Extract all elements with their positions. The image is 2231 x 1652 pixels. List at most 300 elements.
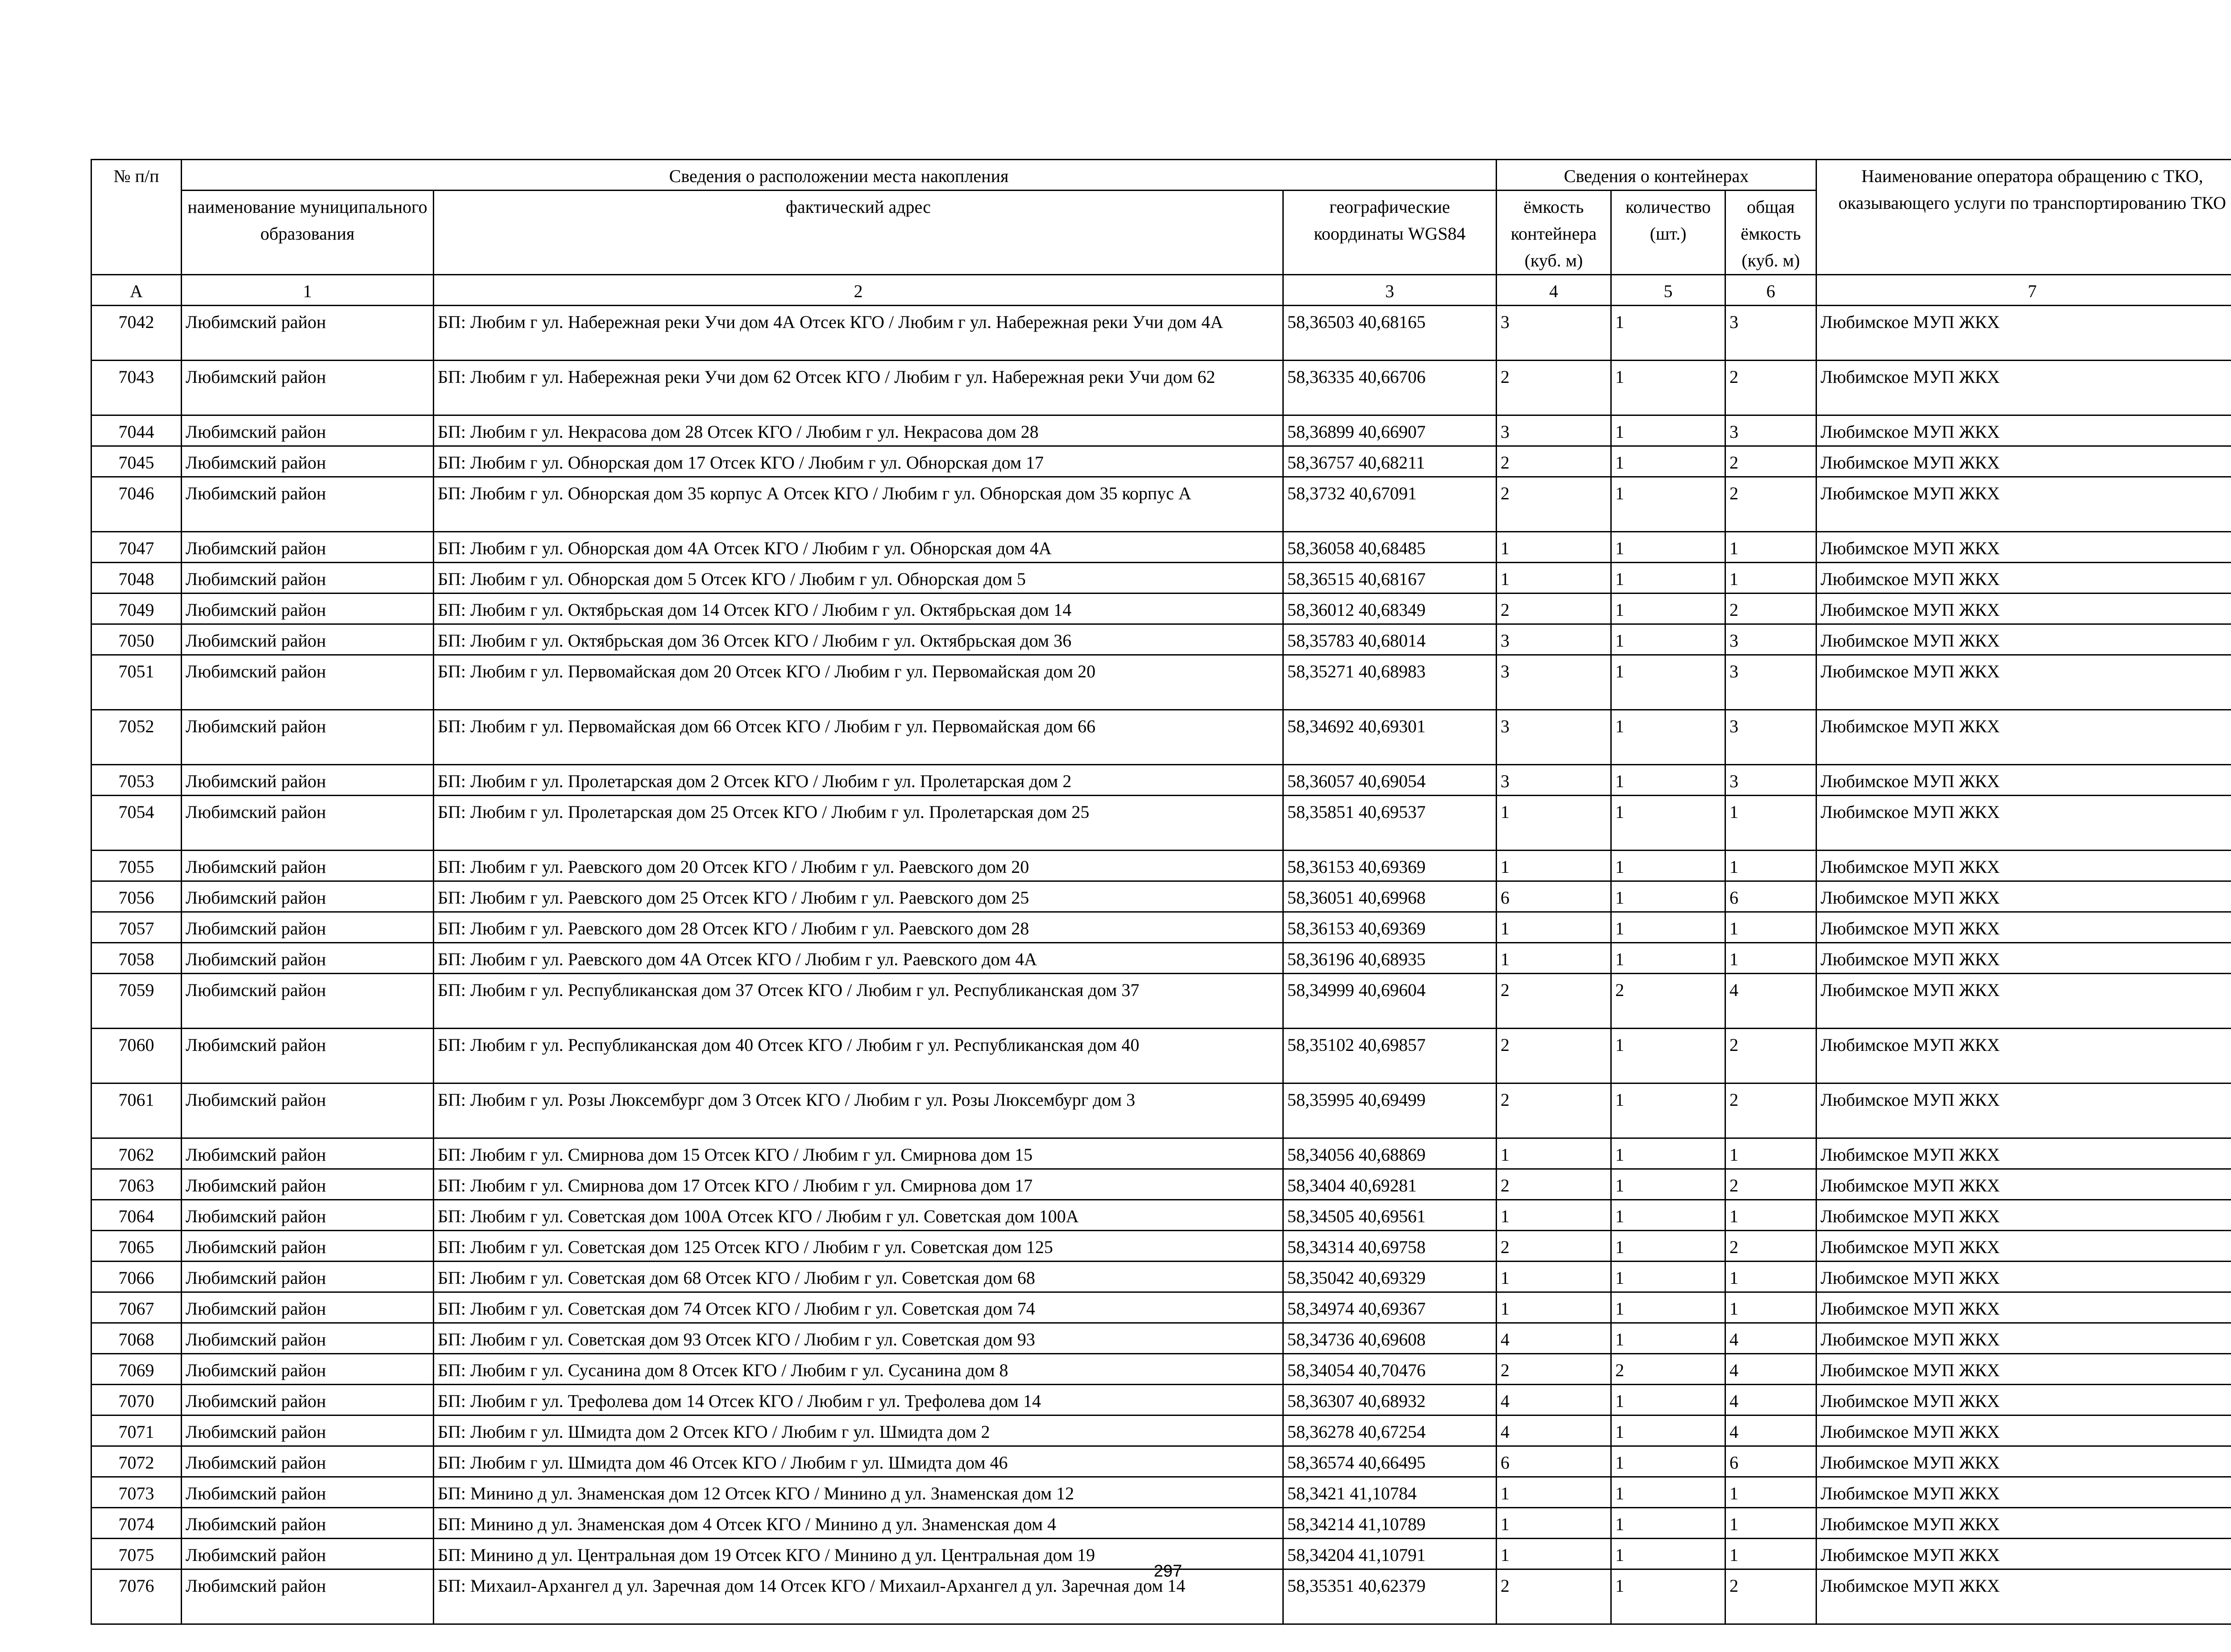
capacity-cell: 2 <box>1497 1029 1611 1083</box>
table-row <box>91 1385 2231 1415</box>
municipality-cell: Любимский район <box>182 1385 434 1415</box>
municipality-cell: Любимский район <box>182 1508 434 1539</box>
capacity-cell: 1 <box>1497 1508 1611 1539</box>
capacity-cell: 2 <box>1497 1231 1611 1262</box>
capacity-cell: 1 <box>1497 943 1611 974</box>
operator-cell: Любимское МУП ЖКХ <box>1816 594 2231 624</box>
coords-cell: 58,36307 40,68932 <box>1283 1385 1497 1415</box>
quantity-cell: 1 <box>1611 881 1725 912</box>
row-number-cell: 7052 <box>91 710 182 765</box>
total-capacity-cell: 1 <box>1725 532 1816 563</box>
address-cell: БП: Любим г ул. Октябрьская дом 36 Отсек КГО / Любим г ул. Октябрьская дом 36 <box>434 624 1283 655</box>
total-capacity-cell: 4 <box>1725 1354 1816 1385</box>
municipality-cell: Любимский район <box>182 624 434 655</box>
operator-cell: Любимское МУП ЖКХ <box>1816 1083 2231 1138</box>
quantity-cell: 1 <box>1611 624 1725 655</box>
coords-cell: 58,36057 40,69054 <box>1283 765 1497 796</box>
capacity-cell: 3 <box>1497 624 1611 655</box>
operator-cell: Любимское МУП ЖКХ <box>1816 851 2231 881</box>
row-number-cell: 7076 <box>91 1569 182 1624</box>
address-cell: БП: Любим г ул. Республиканская дом 40 Отсек КГО / Любим г ул. Республиканская дом 40 <box>434 1029 1283 1083</box>
municipality-cell: Любимский район <box>182 1262 434 1292</box>
table-row <box>91 1508 2231 1539</box>
quantity-cell: 1 <box>1611 796 1725 851</box>
table-row <box>91 1415 2231 1446</box>
address-cell: БП: Любим г ул. Обнорская дом 17 Отсек КГО / Любим г ул. Обнорская дом 17 <box>434 446 1283 477</box>
address-cell: БП: Любим г ул. Сусанина дом 8 Отсек КГО / Любим г ул. Сусанина дом 8 <box>434 1354 1283 1385</box>
total-capacity-cell: 2 <box>1725 1083 1816 1138</box>
coords-cell: 58,3421 41,10784 <box>1283 1477 1497 1508</box>
header-coords: географические координаты WGS84 <box>1283 191 1497 275</box>
row-number-cell: 7056 <box>91 881 182 912</box>
coords-cell: 58,34974 40,69367 <box>1283 1292 1497 1323</box>
total-capacity-cell: 1 <box>1725 1539 1816 1569</box>
table-row <box>91 912 2231 943</box>
capacity-cell: 1 <box>1497 1200 1611 1231</box>
quantity-cell: 1 <box>1611 655 1725 710</box>
operator-cell: Любимское МУП ЖКХ <box>1816 1200 2231 1231</box>
row-number-cell: 7058 <box>91 943 182 974</box>
table-row <box>91 1169 2231 1200</box>
address-cell: БП: Любим г ул. Раевского дом 28 Отсек КГО / Любим г ул. Раевского дом 28 <box>434 912 1283 943</box>
address-cell: БП: Минино д ул. Центральная дом 19 Отсек КГО / Минино д ул. Центральная дом 19 <box>434 1539 1283 1569</box>
quantity-cell: 2 <box>1611 974 1725 1029</box>
coords-cell: 58,35271 40,68983 <box>1283 655 1497 710</box>
operator-cell: Любимское МУП ЖКХ <box>1816 1446 2231 1477</box>
municipality-cell: Любимский район <box>182 1029 434 1083</box>
address-cell: БП: Любим г ул. Пролетарская дом 25 Отсек КГО / Любим г ул. Пролетарская дом 25 <box>434 796 1283 851</box>
operator-cell: Любимское МУП ЖКХ <box>1816 1385 2231 1415</box>
capacity-cell: 2 <box>1497 594 1611 624</box>
capacity-cell: 1 <box>1497 1539 1611 1569</box>
address-cell: БП: Любим г ул. Шмидта дом 46 Отсек КГО / Любим г ул. Шмидта дом 46 <box>434 1446 1283 1477</box>
table-row <box>91 943 2231 974</box>
capacity-cell: 6 <box>1497 881 1611 912</box>
operator-cell: Любимское МУП ЖКХ <box>1816 532 2231 563</box>
municipality-cell: Любимский район <box>182 912 434 943</box>
total-capacity-cell: 1 <box>1725 563 1816 594</box>
total-capacity-cell: 1 <box>1725 1262 1816 1292</box>
capacity-cell: 3 <box>1497 306 1611 361</box>
capacity-cell: 2 <box>1497 1083 1611 1138</box>
coords-cell: 58,3732 40,67091 <box>1283 477 1497 532</box>
table-row <box>91 1262 2231 1292</box>
quantity-cell: 1 <box>1611 594 1725 624</box>
row-number-cell: 7055 <box>91 851 182 881</box>
registry-table <box>91 159 2231 1625</box>
municipality-cell: Любимский район <box>182 851 434 881</box>
coords-cell: 58,36012 40,68349 <box>1283 594 1497 624</box>
address-cell: БП: Любим г ул. Советская дом 74 Отсек КГО / Любим г ул. Советская дом 74 <box>434 1292 1283 1323</box>
operator-cell: Любимское МУП ЖКХ <box>1816 881 2231 912</box>
quantity-cell: 1 <box>1611 1477 1725 1508</box>
address-cell: БП: Минино д ул. Знаменская дом 4 Отсек КГО / Минино д ул. Знаменская дом 4 <box>434 1508 1283 1539</box>
operator-cell: Любимское МУП ЖКХ <box>1816 765 2231 796</box>
municipality-cell: Любимский район <box>182 563 434 594</box>
row-number-cell: 7053 <box>91 765 182 796</box>
row-number-cell: 7071 <box>91 1415 182 1446</box>
capacity-cell: 6 <box>1497 1446 1611 1477</box>
address-cell: БП: Любим г ул. Трефолева дом 14 Отсек КГО / Любим г ул. Трефолева дом 14 <box>434 1385 1283 1415</box>
capacity-cell: 1 <box>1497 912 1611 943</box>
address-cell: БП: Любим г ул. Смирнова дом 17 Отсек КГО / Любим г ул. Смирнова дом 17 <box>434 1169 1283 1200</box>
quantity-cell: 1 <box>1611 477 1725 532</box>
address-cell: БП: Любим г ул. Республиканская дом 37 Отсек КГО / Любим г ул. Республиканская дом 37 <box>434 974 1283 1029</box>
row-number-cell: 7062 <box>91 1138 182 1169</box>
coords-cell: 58,36335 40,66706 <box>1283 361 1497 415</box>
coords-cell: 58,35995 40,69499 <box>1283 1083 1497 1138</box>
address-cell: БП: Любим г ул. Розы Люксембург дом 3 Отсек КГО / Любим г ул. Розы Люксембург дом 3 <box>434 1083 1283 1138</box>
coords-cell: 58,34056 40,68869 <box>1283 1138 1497 1169</box>
total-capacity-cell: 1 <box>1725 1477 1816 1508</box>
quantity-cell: 1 <box>1611 1262 1725 1292</box>
total-capacity-cell: 3 <box>1725 415 1816 446</box>
page-number: 297 <box>1153 1562 1182 1581</box>
total-capacity-cell: 2 <box>1725 594 1816 624</box>
total-capacity-cell: 3 <box>1725 765 1816 796</box>
address-cell: БП: Любим г ул. Набережная реки Учи дом 4А Отсек КГО / Любим г ул. Набережная реки Учи дом 4А <box>434 306 1283 361</box>
quantity-cell: 1 <box>1611 1569 1725 1624</box>
capacity-cell: 2 <box>1497 1169 1611 1200</box>
operator-cell: Любимское МУП ЖКХ <box>1816 361 2231 415</box>
quantity-cell: 1 <box>1611 446 1725 477</box>
operator-cell: Любимское МУП ЖКХ <box>1816 477 2231 532</box>
table-row <box>91 563 2231 594</box>
address-cell: БП: Любим г ул. Шмидта дом 2 Отсек КГО / Любим г ул. Шмидта дом 2 <box>434 1415 1283 1446</box>
coords-cell: 58,36153 40,69369 <box>1283 912 1497 943</box>
row-number-cell: 7063 <box>91 1169 182 1200</box>
row-number-cell: 7074 <box>91 1508 182 1539</box>
quantity-cell: 1 <box>1611 1083 1725 1138</box>
address-cell: БП: Любим г ул. Раевского дом 20 Отсек КГО / Любим г ул. Раевского дом 20 <box>434 851 1283 881</box>
address-cell: БП: Любим г ул. Раевского дом 4А Отсек КГО / Любим г ул. Раевского дом 4А <box>434 943 1283 974</box>
table-row <box>91 1138 2231 1169</box>
total-capacity-cell: 6 <box>1725 1446 1816 1477</box>
table-row <box>91 306 2231 361</box>
coords-cell: 58,36574 40,66495 <box>1283 1446 1497 1477</box>
coords-cell: 58,34054 40,70476 <box>1283 1354 1497 1385</box>
table-row <box>91 1029 2231 1083</box>
row-number-cell: 7075 <box>91 1539 182 1569</box>
row-number-cell: 7066 <box>91 1262 182 1292</box>
coords-cell: 58,36899 40,66907 <box>1283 415 1497 446</box>
coords-cell: 58,35042 40,69329 <box>1283 1262 1497 1292</box>
total-capacity-cell: 4 <box>1725 1323 1816 1354</box>
quantity-cell: 1 <box>1611 943 1725 974</box>
capacity-cell: 2 <box>1497 1569 1611 1624</box>
total-capacity-cell: 1 <box>1725 1292 1816 1323</box>
row-number-cell: 7046 <box>91 477 182 532</box>
address-cell: БП: Любим г ул. Советская дом 100А Отсек КГО / Любим г ул. Советская дом 100А <box>434 1200 1283 1231</box>
row-number-cell: 7059 <box>91 974 182 1029</box>
table-row <box>91 1200 2231 1231</box>
header-capacity: ёмкость контейнера (куб. м) <box>1497 191 1611 275</box>
header-municipality: наименование муниципального образования <box>182 191 434 275</box>
table-row <box>91 881 2231 912</box>
coords-cell: 58,36503 40,68165 <box>1283 306 1497 361</box>
row-number-cell: 7043 <box>91 361 182 415</box>
coords-cell: 58,34214 41,10789 <box>1283 1508 1497 1539</box>
municipality-cell: Любимский район <box>182 974 434 1029</box>
coords-cell: 58,36058 40,68485 <box>1283 532 1497 563</box>
table-row <box>91 624 2231 655</box>
capacity-cell: 2 <box>1497 1354 1611 1385</box>
index-cell: 3 <box>1283 275 1497 306</box>
coords-cell: 58,34314 40,69758 <box>1283 1231 1497 1262</box>
row-number-cell: 7061 <box>91 1083 182 1138</box>
table-row <box>91 361 2231 415</box>
operator-cell: Любимское МУП ЖКХ <box>1816 624 2231 655</box>
address-cell: БП: Любим г ул. Октябрьская дом 14 Отсек КГО / Любим г ул. Октябрьская дом 14 <box>434 594 1283 624</box>
total-capacity-cell: 1 <box>1725 1200 1816 1231</box>
total-capacity-cell: 1 <box>1725 1138 1816 1169</box>
quantity-cell: 1 <box>1611 765 1725 796</box>
total-capacity-cell: 2 <box>1725 477 1816 532</box>
table-row <box>91 851 2231 881</box>
table-row <box>91 765 2231 796</box>
total-capacity-cell: 1 <box>1725 796 1816 851</box>
table-row <box>91 796 2231 851</box>
header-containers-group: Сведения о контейнерах <box>1497 160 1816 191</box>
operator-cell: Любимское МУП ЖКХ <box>1816 943 2231 974</box>
operator-cell: Любимское МУП ЖКХ <box>1816 655 2231 710</box>
address-cell: БП: Минино д ул. Знаменская дом 12 Отсек КГО / Минино д ул. Знаменская дом 12 <box>434 1477 1283 1508</box>
capacity-cell: 1 <box>1497 1262 1611 1292</box>
coords-cell: 58,36515 40,68167 <box>1283 563 1497 594</box>
coords-cell: 58,36153 40,69369 <box>1283 851 1497 881</box>
operator-cell: Любимское МУП ЖКХ <box>1816 1569 2231 1624</box>
coords-cell: 58,36051 40,69968 <box>1283 881 1497 912</box>
municipality-cell: Любимский район <box>182 1231 434 1262</box>
municipality-cell: Любимский район <box>182 943 434 974</box>
capacity-cell: 2 <box>1497 974 1611 1029</box>
capacity-cell: 1 <box>1497 796 1611 851</box>
column-index-row <box>91 275 2231 306</box>
quantity-cell: 1 <box>1611 1169 1725 1200</box>
table-row <box>91 532 2231 563</box>
row-number-cell: 7073 <box>91 1477 182 1508</box>
total-capacity-cell: 1 <box>1725 851 1816 881</box>
operator-cell: Любимское МУП ЖКХ <box>1816 912 2231 943</box>
row-number-cell: 7047 <box>91 532 182 563</box>
header-location-group: Сведения о расположении места накопления <box>182 160 1497 191</box>
table-row <box>91 710 2231 765</box>
coords-cell: 58,36278 40,67254 <box>1283 1415 1497 1446</box>
coords-cell: 58,36757 40,68211 <box>1283 446 1497 477</box>
table-row <box>91 446 2231 477</box>
municipality-cell: Любимский район <box>182 477 434 532</box>
operator-cell: Любимское МУП ЖКХ <box>1816 1539 2231 1569</box>
municipality-cell: Любимский район <box>182 1446 434 1477</box>
row-number-cell: 7048 <box>91 563 182 594</box>
row-number-cell: 7057 <box>91 912 182 943</box>
municipality-cell: Любимский район <box>182 1415 434 1446</box>
municipality-cell: Любимский район <box>182 1477 434 1508</box>
table-row <box>91 1292 2231 1323</box>
operator-cell: Любимское МУП ЖКХ <box>1816 1029 2231 1083</box>
index-cell: 2 <box>434 275 1283 306</box>
table-body <box>91 306 2231 1624</box>
capacity-cell: 4 <box>1497 1385 1611 1415</box>
operator-cell: Любимское МУП ЖКХ <box>1816 1323 2231 1354</box>
operator-cell: Любимское МУП ЖКХ <box>1816 1292 2231 1323</box>
row-number-cell: 7051 <box>91 655 182 710</box>
row-number-cell: 7045 <box>91 446 182 477</box>
row-number-cell: 7049 <box>91 594 182 624</box>
municipality-cell: Любимский район <box>182 1138 434 1169</box>
capacity-cell: 2 <box>1497 477 1611 532</box>
table-row <box>91 655 2231 710</box>
municipality-cell: Любимский район <box>182 1200 434 1231</box>
coords-cell: 58,35351 40,62379 <box>1283 1569 1497 1624</box>
quantity-cell: 1 <box>1611 532 1725 563</box>
quantity-cell: 1 <box>1611 1415 1725 1446</box>
address-cell: БП: Любим г ул. Обнорская дом 5 Отсек КГО / Любим г ул. Обнорская дом 5 <box>434 563 1283 594</box>
municipality-cell: Любимский район <box>182 415 434 446</box>
table-row <box>91 1323 2231 1354</box>
table-row <box>91 1446 2231 1477</box>
total-capacity-cell: 3 <box>1725 624 1816 655</box>
row-number-cell: 7060 <box>91 1029 182 1083</box>
total-capacity-cell: 6 <box>1725 881 1816 912</box>
address-cell: БП: Любим г ул. Смирнова дом 15 Отсек КГО / Любим г ул. Смирнова дом 15 <box>434 1138 1283 1169</box>
coords-cell: 58,3404 40,69281 <box>1283 1169 1497 1200</box>
capacity-cell: 1 <box>1497 851 1611 881</box>
address-cell: БП: Любим г ул. Советская дом 93 Отсек КГО / Любим г ул. Советская дом 93 <box>434 1323 1283 1354</box>
operator-cell: Любимское МУП ЖКХ <box>1816 563 2231 594</box>
coords-cell: 58,34204 41,10791 <box>1283 1539 1497 1569</box>
quantity-cell: 1 <box>1611 851 1725 881</box>
header-quantity: количество (шт.) <box>1611 191 1725 275</box>
municipality-cell: Любимский район <box>182 765 434 796</box>
operator-cell: Любимское МУП ЖКХ <box>1816 1354 2231 1385</box>
total-capacity-cell: 4 <box>1725 1385 1816 1415</box>
municipality-cell: Любимский район <box>182 710 434 765</box>
address-cell: БП: Михаил-Архангел д ул. Заречная дом 14 Отсек КГО / Михаил-Архангел д ул. Заречная дом 14 <box>434 1569 1283 1624</box>
address-cell: БП: Любим г ул. Обнорская дом 4А Отсек КГО / Любим г ул. Обнорская дом 4А <box>434 532 1283 563</box>
municipality-cell: Любимский район <box>182 1083 434 1138</box>
address-cell: БП: Любим г ул. Раевского дом 25 Отсек КГО / Любим г ул. Раевского дом 25 <box>434 881 1283 912</box>
row-number-cell: 7054 <box>91 796 182 851</box>
coords-cell: 58,34505 40,69561 <box>1283 1200 1497 1231</box>
address-cell: БП: Любим г ул. Обнорская дом 35 корпус А Отсек КГО / Любим г ул. Обнорская дом 35 корпус А <box>434 477 1283 532</box>
capacity-cell: 3 <box>1497 710 1611 765</box>
row-number-cell: 7070 <box>91 1385 182 1415</box>
quantity-cell: 1 <box>1611 1292 1725 1323</box>
table-row <box>91 974 2231 1029</box>
row-number-cell: 7044 <box>91 415 182 446</box>
capacity-cell: 1 <box>1497 532 1611 563</box>
table-row <box>91 477 2231 532</box>
capacity-cell: 1 <box>1497 1138 1611 1169</box>
municipality-cell: Любимский район <box>182 1539 434 1569</box>
index-cell: А <box>91 275 182 306</box>
table-row <box>91 1354 2231 1385</box>
total-capacity-cell: 2 <box>1725 1231 1816 1262</box>
row-number-cell: 7072 <box>91 1446 182 1477</box>
capacity-cell: 4 <box>1497 1323 1611 1354</box>
capacity-cell: 1 <box>1497 563 1611 594</box>
total-capacity-cell: 1 <box>1725 1508 1816 1539</box>
row-number-cell: 7068 <box>91 1323 182 1354</box>
address-cell: БП: Любим г ул. Советская дом 125 Отсек КГО / Любим г ул. Советская дом 125 <box>434 1231 1283 1262</box>
quantity-cell: 1 <box>1611 1231 1725 1262</box>
total-capacity-cell: 2 <box>1725 1169 1816 1200</box>
coords-cell: 58,34999 40,69604 <box>1283 974 1497 1029</box>
quantity-cell: 2 <box>1611 1354 1725 1385</box>
coords-cell: 58,34692 40,69301 <box>1283 710 1497 765</box>
quantity-cell: 1 <box>1611 361 1725 415</box>
coords-cell: 58,36196 40,68935 <box>1283 943 1497 974</box>
capacity-cell: 2 <box>1497 361 1611 415</box>
quantity-cell: 1 <box>1611 1200 1725 1231</box>
municipality-cell: Любимский район <box>182 306 434 361</box>
header-total: общая ёмкость (куб. м) <box>1725 191 1816 275</box>
index-cell: 4 <box>1497 275 1611 306</box>
operator-cell: Любимское МУП ЖКХ <box>1816 1169 2231 1200</box>
address-cell: БП: Любим г ул. Первомайская дом 20 Отсек КГО / Любим г ул. Первомайская дом 20 <box>434 655 1283 710</box>
table-row <box>91 1231 2231 1262</box>
address-cell: БП: Любим г ул. Первомайская дом 66 Отсек КГО / Любим г ул. Первомайская дом 66 <box>434 710 1283 765</box>
operator-cell: Любимское МУП ЖКХ <box>1816 1262 2231 1292</box>
municipality-cell: Любимский район <box>182 655 434 710</box>
table-row <box>91 415 2231 446</box>
total-capacity-cell: 1 <box>1725 912 1816 943</box>
address-cell: БП: Любим г ул. Некрасова дом 28 Отсек КГО / Любим г ул. Некрасова дом 28 <box>434 415 1283 446</box>
index-cell: 7 <box>1816 275 2231 306</box>
total-capacity-cell: 2 <box>1725 446 1816 477</box>
total-capacity-cell: 2 <box>1725 361 1816 415</box>
total-capacity-cell: 2 <box>1725 1569 1816 1624</box>
municipality-cell: Любимский район <box>182 881 434 912</box>
total-capacity-cell: 1 <box>1725 943 1816 974</box>
operator-cell: Любимское МУП ЖКХ <box>1816 1477 2231 1508</box>
quantity-cell: 1 <box>1611 1323 1725 1354</box>
row-number-cell: 7042 <box>91 306 182 361</box>
municipality-cell: Любимский район <box>182 1354 434 1385</box>
operator-cell: Любимское МУП ЖКХ <box>1816 1231 2231 1262</box>
index-cell: 1 <box>182 275 434 306</box>
quantity-cell: 1 <box>1611 306 1725 361</box>
header-operator: Наименование оператора обращению с ТКО, оказывающего услуги по транспортированию ТКО <box>1816 160 2231 275</box>
quantity-cell: 1 <box>1611 912 1725 943</box>
municipality-cell: Любимский район <box>182 446 434 477</box>
total-capacity-cell: 2 <box>1725 1029 1816 1083</box>
municipality-cell: Любимский район <box>182 532 434 563</box>
address-cell: БП: Любим г ул. Набережная реки Учи дом 62 Отсек КГО / Любим г ул. Набережная реки Учи дом 62 <box>434 361 1283 415</box>
quantity-cell: 1 <box>1611 1539 1725 1569</box>
quantity-cell: 1 <box>1611 1029 1725 1083</box>
quantity-cell: 1 <box>1611 1138 1725 1169</box>
capacity-cell: 3 <box>1497 765 1611 796</box>
coords-cell: 58,35783 40,68014 <box>1283 624 1497 655</box>
row-number-cell: 7050 <box>91 624 182 655</box>
capacity-cell: 2 <box>1497 446 1611 477</box>
operator-cell: Любимское МУП ЖКХ <box>1816 796 2231 851</box>
address-cell: БП: Любим г ул. Пролетарская дом 2 Отсек КГО / Любим г ул. Пролетарская дом 2 <box>434 765 1283 796</box>
quantity-cell: 1 <box>1611 1446 1725 1477</box>
row-number-cell: 7065 <box>91 1231 182 1262</box>
operator-cell: Любимское МУП ЖКХ <box>1816 415 2231 446</box>
index-cell: 6 <box>1725 275 1816 306</box>
total-capacity-cell: 3 <box>1725 710 1816 765</box>
table-row <box>91 1083 2231 1138</box>
address-cell: БП: Любим г ул. Советская дом 68 Отсек КГО / Любим г ул. Советская дом 68 <box>434 1262 1283 1292</box>
header-address: фактический адрес <box>434 191 1283 275</box>
operator-cell: Любимское МУП ЖКХ <box>1816 1415 2231 1446</box>
quantity-cell: 1 <box>1611 710 1725 765</box>
total-capacity-cell: 3 <box>1725 655 1816 710</box>
